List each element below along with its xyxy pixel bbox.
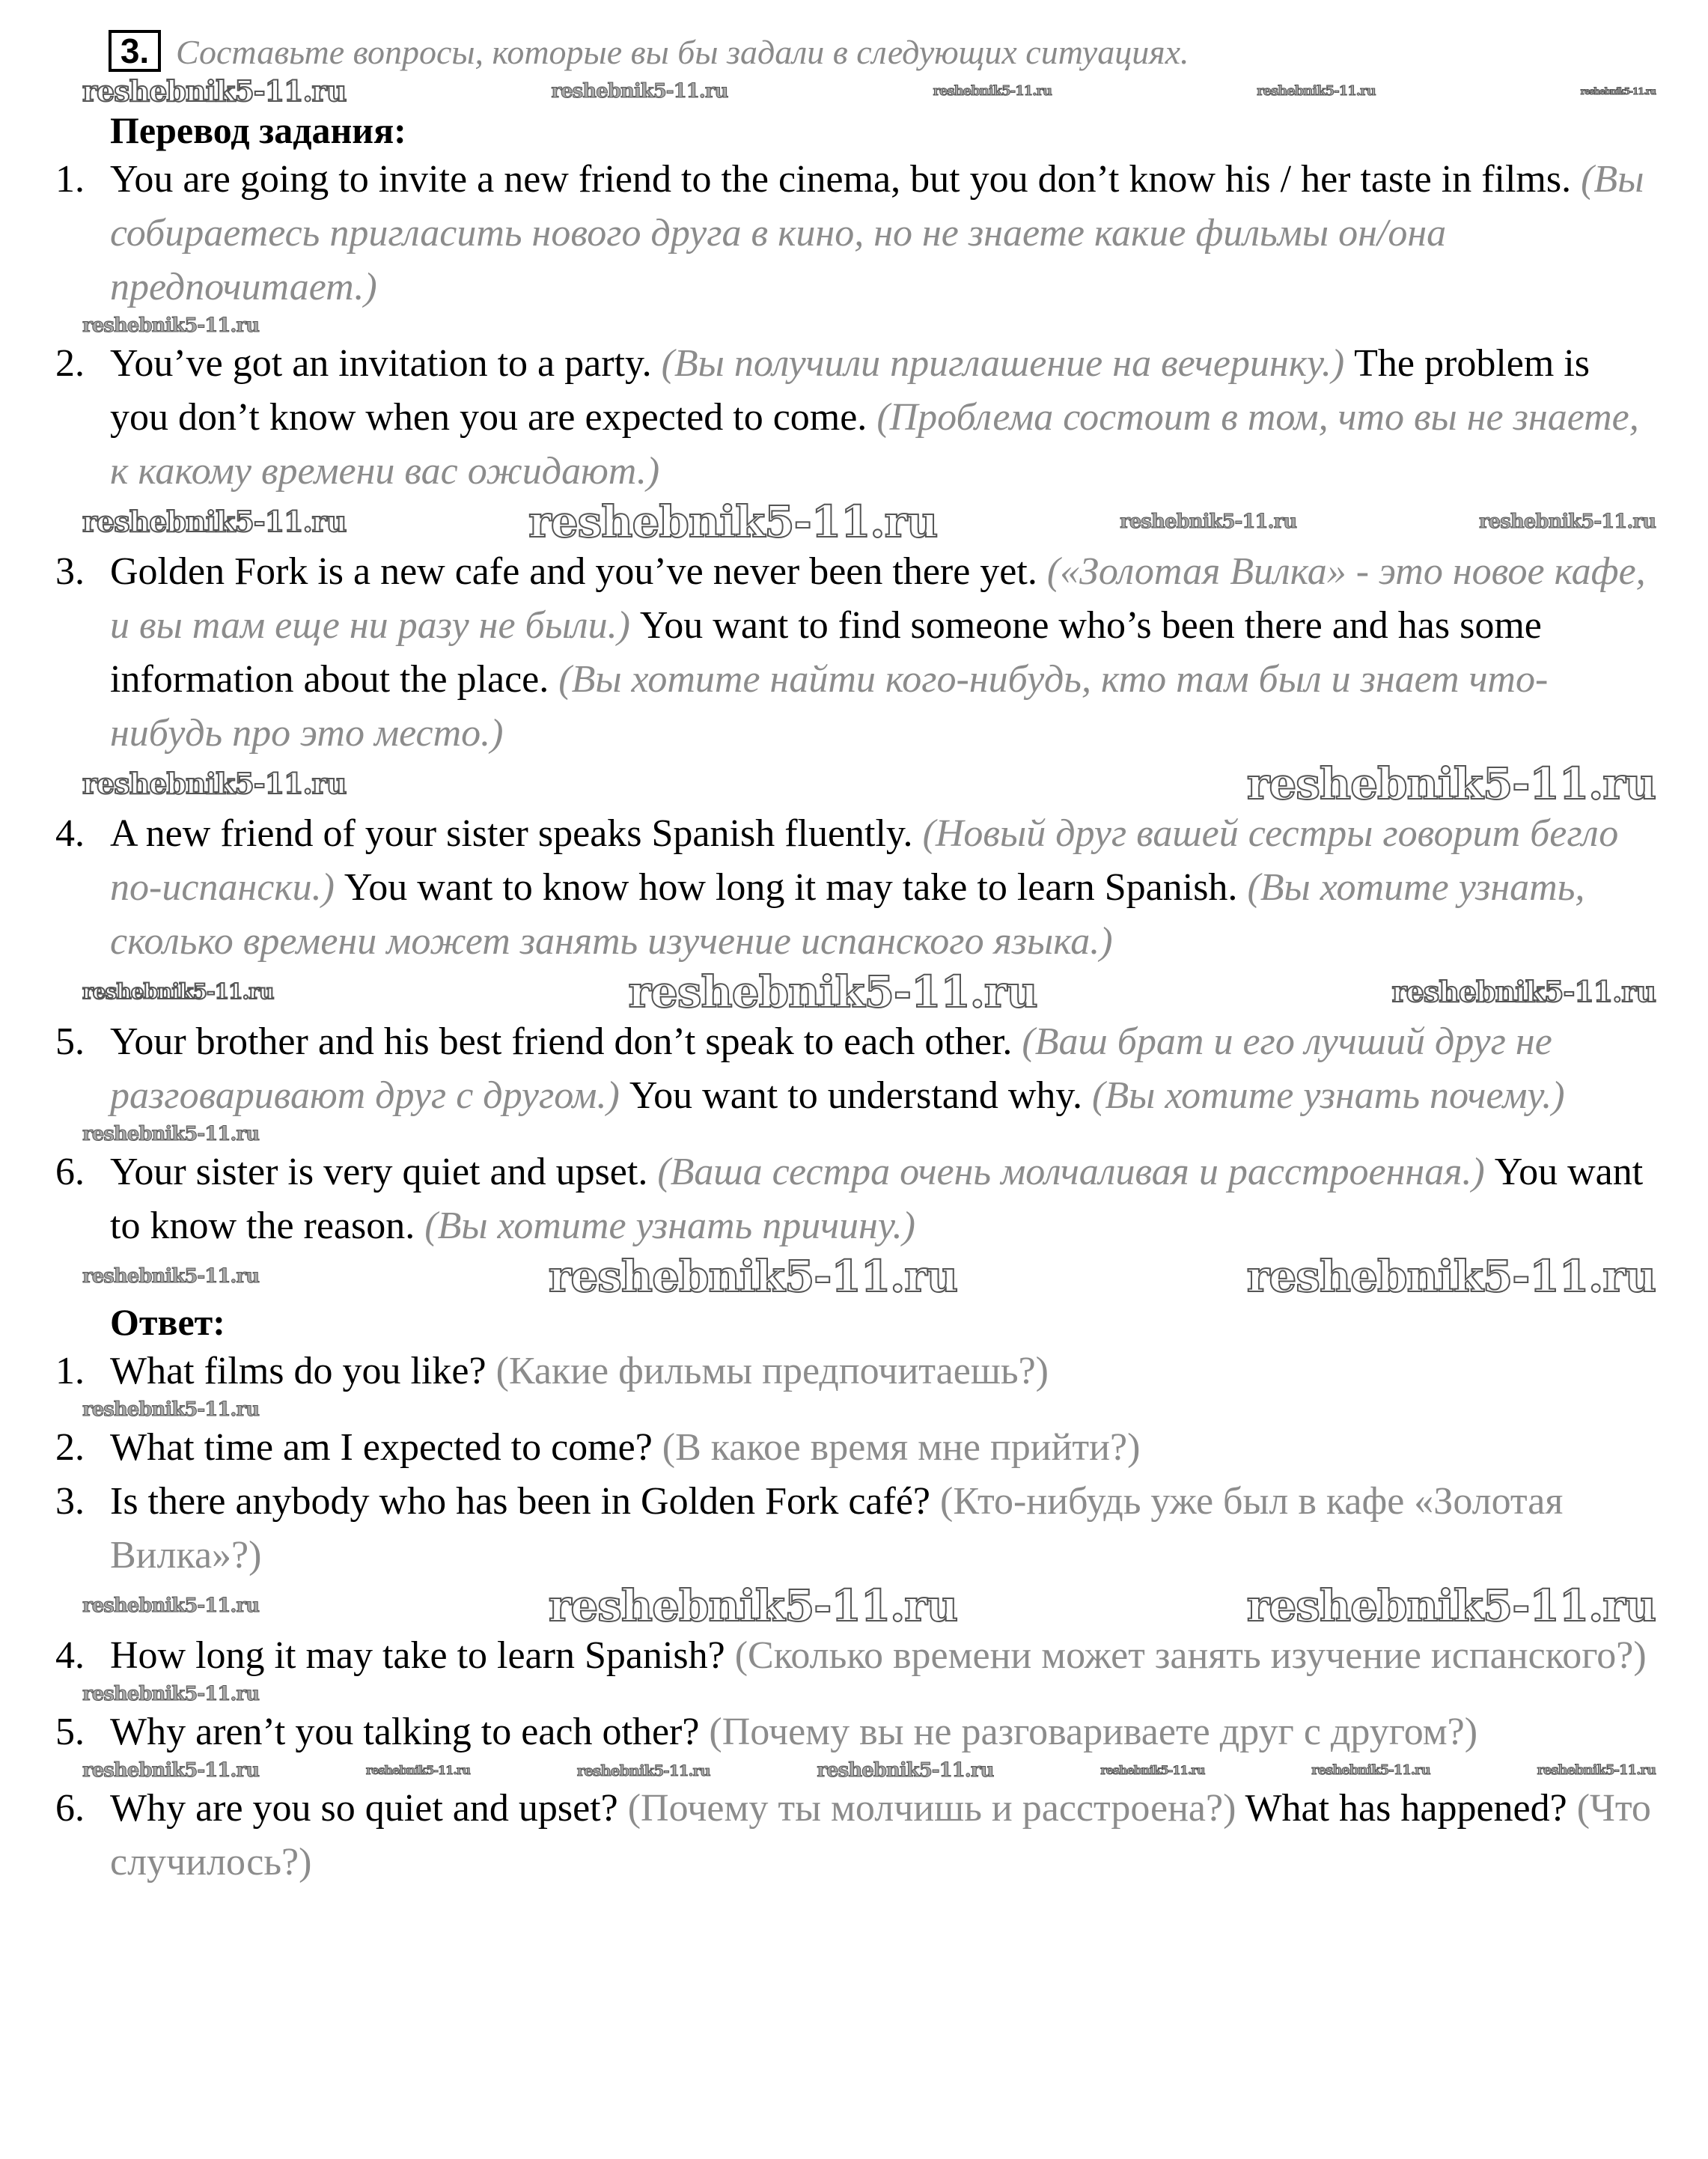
situation-item [55, 153, 1657, 314]
watermark: reshebnik5-11.ru [1478, 511, 1656, 533]
watermark-row [82, 1580, 1656, 1631]
watermark: reshebnik5-11.ru [628, 966, 1037, 1017]
english-text: The problem is you don’t know when you are expected to come. [110, 342, 1590, 439]
english-text: You want to know how long it may take to learn Spanish. [344, 866, 1248, 909]
translation-text: (Вы собираетесь пригласить нового друга в кино, но не знаете какие фильмы он/она предпочитает.) [110, 158, 1644, 308]
watermark: reshebnik5-11.ru [1100, 1763, 1205, 1777]
english-text: Is there anybody who has been in Golden Fork café? [110, 1480, 940, 1523]
english-text: You’ve got an invitation to a party. [110, 342, 662, 385]
english-text: You are going to invite a new friend to the cinema, but you don’t know his / her taste in films. [110, 158, 1582, 201]
answer-item [55, 1421, 1657, 1475]
item-number: 6. [55, 1787, 85, 1830]
watermark-row [82, 496, 1656, 547]
translation-text: (Почему ты молчишь и расстроена?) [627, 1787, 1245, 1830]
item-text [110, 153, 1657, 314]
situation-item [55, 545, 1657, 761]
translation-text: (Что случилось?) [110, 1787, 1651, 1884]
watermark: reshebnik5-11.ru [82, 767, 347, 800]
item-text [110, 1015, 1657, 1123]
watermark: reshebnik5-11.ru [82, 979, 274, 1004]
watermark: reshebnik5-11.ru [82, 314, 260, 337]
answer-item [55, 1629, 1657, 1683]
watermark: reshebnik5-11.ru [82, 1265, 260, 1288]
watermark: reshebnik5-11.ru [82, 505, 347, 538]
item-number: 6. [55, 1151, 85, 1193]
watermark: reshebnik5-11.ru [82, 1683, 260, 1705]
item-text [110, 1629, 1657, 1683]
english-text: You want to find someone who’s been there and has some information about the place. [110, 604, 1542, 701]
watermark: reshebnik5-11.ru [82, 1759, 260, 1782]
english-text: Golden Fork is a new cafe and you’ve never been there yet. [110, 550, 1047, 593]
answers-list [0, 1345, 1708, 1889]
watermark: reshebnik5-11.ru [576, 1761, 710, 1779]
situation-item [55, 1015, 1657, 1123]
answer-item [55, 1345, 1657, 1398]
english-text: What time am I expected to come? [110, 1426, 662, 1469]
watermark: reshebnik5-11.ru [1580, 86, 1656, 97]
watermark: reshebnik5-11.ru [82, 1398, 260, 1421]
english-text: Your brother and his best friend don’t speak to each other. [110, 1020, 1022, 1063]
answer-item [55, 1705, 1657, 1759]
translation-text: (Ваш брат и его лучший друг не разговаривают друг с другом.) [110, 1020, 1552, 1117]
answer-heading: Ответ: [110, 1301, 225, 1343]
item-text [110, 1145, 1657, 1253]
item-text [110, 337, 1657, 499]
watermark: reshebnik5-11.ru [551, 80, 728, 103]
translation-text: (Вы хотите узнать, сколько времени может занять изучение испанского языка.) [110, 866, 1585, 963]
translation-text: (Вы хотите узнать причину.) [424, 1205, 915, 1247]
item-text [110, 1421, 1657, 1475]
watermark: reshebnik5-11.ru [528, 496, 938, 547]
watermark: reshebnik5-11.ru [1246, 1580, 1656, 1631]
translation-text: (Кто-нибудь уже был в кафе «Золотая Вилка»?) [110, 1480, 1564, 1577]
english-text: You want to know the reason. [110, 1151, 1644, 1247]
answer-item [55, 1475, 1657, 1583]
translation-heading: Перевод задания: [110, 109, 406, 151]
translation-text: (Проблема состоит в том, что вы не знаете, к какому времени вас ожидают.) [110, 396, 1639, 493]
watermark: reshebnik5-11.ru [817, 1759, 994, 1782]
item-text [110, 807, 1657, 969]
item-text [110, 1345, 1657, 1398]
english-text: Why aren’t you talking to each other? [110, 1711, 710, 1753]
item-text [110, 1782, 1657, 1889]
item-text [110, 1475, 1657, 1583]
watermark: reshebnik5-11.ru [1537, 1762, 1656, 1778]
watermark-row [82, 75, 1656, 108]
watermark: reshebnik5-11.ru [1391, 975, 1656, 1008]
english-text: Why are you so quiet and upset? [110, 1787, 628, 1830]
item-number: 5. [55, 1020, 85, 1063]
english-text: How long it may take to learn Spanish? [110, 1634, 735, 1677]
english-text: What films do you like? [110, 1350, 496, 1392]
item-text [110, 545, 1657, 761]
situation-item [55, 1145, 1657, 1253]
translation-text: (Вы хотите узнать почему.) [1092, 1074, 1565, 1117]
english-text: A new friend of your sister speaks Spanish fluently. [110, 812, 923, 855]
watermark-row [82, 1683, 1656, 1705]
watermark: reshebnik5-11.ru [82, 1595, 260, 1617]
watermark: reshebnik5-11.ru [1311, 1762, 1430, 1778]
item-text [110, 1705, 1657, 1759]
watermark-row [82, 1759, 1656, 1782]
translation-text: (Вы получили приглашение на вечеринку.) [661, 342, 1355, 385]
item-number: 4. [55, 812, 85, 855]
item-number: 2. [55, 342, 85, 385]
item-number: 3. [55, 1480, 85, 1523]
situations-list [0, 153, 1708, 1300]
watermark-row [82, 1253, 1656, 1300]
watermark: reshebnik5-11.ru [933, 83, 1052, 99]
item-number: 1. [55, 158, 85, 201]
situation-item [55, 337, 1657, 499]
english-text: Your sister is very quiet and upset. [110, 1151, 658, 1193]
item-number: 1. [55, 1350, 85, 1392]
translation-text: (Новый друг вашей сестры говорит бегло по-испански.) [110, 812, 1619, 909]
item-number: 3. [55, 550, 85, 593]
translation-text: (Почему вы не разговариваете друг с другом?) [709, 1711, 1478, 1753]
watermark: reshebnik5-11.ru [1257, 83, 1376, 99]
watermark: reshebnik5-11.ru [548, 1580, 957, 1631]
item-number: 2. [55, 1426, 85, 1469]
translation-text: (Ваша сестра очень молчаливая и расстроенная.) [657, 1151, 1495, 1193]
watermark-row [82, 966, 1656, 1017]
watermark-row [82, 1398, 1656, 1421]
translation-text: (Сколько времени может занять изучение испанского?) [734, 1634, 1647, 1677]
task-instruction: Составьте вопросы, которые вы бы задали в следующих ситуациях. [176, 33, 1189, 71]
watermark-row [82, 758, 1656, 809]
item-number: 4. [55, 1634, 85, 1677]
watermark: reshebnik5-11.ru [82, 1123, 260, 1145]
english-text: What has happened? [1245, 1787, 1577, 1830]
situation-item [55, 807, 1657, 969]
watermark: reshebnik5-11.ru [1120, 511, 1297, 533]
task-header [110, 30, 1708, 75]
answer-item [55, 1782, 1657, 1889]
watermark: reshebnik5-11.ru [82, 74, 347, 108]
translation-text: (Вы хотите найти кого-нибудь, кто там был и знает что-нибудь про это место.) [110, 658, 1549, 755]
translation-text: (Какие фильмы предпочитаешь?) [495, 1350, 1049, 1392]
page [0, 30, 1708, 1889]
watermark-row [82, 1123, 1656, 1145]
watermark: reshebnik5-11.ru [365, 1763, 470, 1777]
watermark-row [82, 314, 1656, 337]
item-number: 5. [55, 1711, 85, 1753]
translation-text: (В какое время мне прийти?) [662, 1426, 1141, 1469]
watermark: reshebnik5-11.ru [1246, 758, 1656, 809]
task-number: 3. [109, 30, 161, 72]
watermark: reshebnik5-11.ru [1246, 1251, 1656, 1302]
english-text: You want to understand why. [629, 1074, 1093, 1117]
watermark: reshebnik5-11.ru [548, 1251, 957, 1302]
translation-text: («Золотая Вилка» - это новое кафе, и вы там еще ни разу не были.) [110, 550, 1646, 647]
